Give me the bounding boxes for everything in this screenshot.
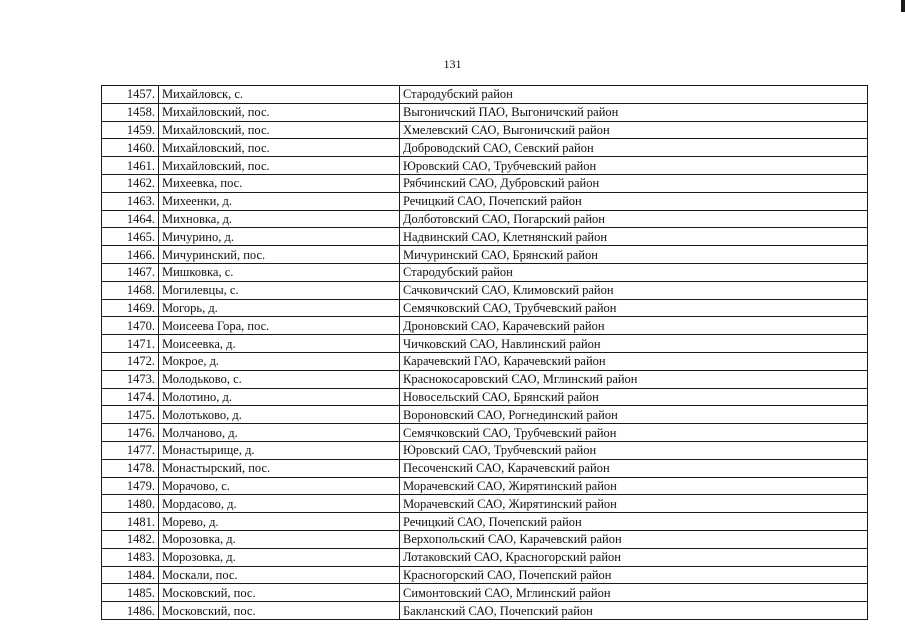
settlement-name-cell: Москали, пос.	[159, 566, 400, 584]
row-number-cell: 1477.	[102, 441, 159, 459]
table-row	[102, 335, 868, 353]
settlement-name-cell: Михайловск, с.	[159, 86, 400, 104]
row-number-cell: 1482.	[102, 530, 159, 548]
settlement-name-cell: Михайловский, пос.	[159, 139, 400, 157]
table-row	[102, 192, 868, 210]
settlement-name-cell: Мордасово, д.	[159, 495, 400, 513]
settlement-name-cell: Михеенки, д.	[159, 192, 400, 210]
settlement-name-cell: Монастырище, д.	[159, 441, 400, 459]
row-number-cell: 1486.	[102, 602, 159, 620]
settlement-name-cell: Морево, д.	[159, 513, 400, 531]
table-row	[102, 459, 868, 477]
table-row	[102, 174, 868, 192]
settlement-name-cell: Монастырский, пос.	[159, 459, 400, 477]
district-cell: Лотаковский САО, Красногорский район	[400, 548, 868, 566]
row-number-cell: 1464.	[102, 210, 159, 228]
settlement-name-cell: Моисеева Гора, пос.	[159, 317, 400, 335]
settlement-name-cell: Молодьково, с.	[159, 370, 400, 388]
district-cell: Верхопольский САО, Карачевский район	[400, 530, 868, 548]
row-number-cell: 1479.	[102, 477, 159, 495]
settlement-name-cell: Морозовка, д.	[159, 530, 400, 548]
district-cell: Сачковичский САО, Климовский район	[400, 281, 868, 299]
row-number-cell: 1476.	[102, 424, 159, 442]
row-number-cell: 1484.	[102, 566, 159, 584]
row-number-cell: 1472.	[102, 352, 159, 370]
district-cell: Рябчинский САО, Дубровский район	[400, 174, 868, 192]
table-row	[102, 86, 868, 104]
district-cell: Семячковский САО, Трубчевский район	[400, 424, 868, 442]
settlement-name-cell: Михновка, д.	[159, 210, 400, 228]
table-row	[102, 157, 868, 175]
table-row	[102, 246, 868, 264]
table-row	[102, 352, 868, 370]
table-row	[102, 103, 868, 121]
row-number-cell: 1469.	[102, 299, 159, 317]
settlement-name-cell: Михайловский, пос.	[159, 121, 400, 139]
row-number-cell: 1475.	[102, 406, 159, 424]
district-cell: Стародубский район	[400, 86, 868, 104]
row-number-cell: 1459.	[102, 121, 159, 139]
table-row	[102, 406, 868, 424]
row-number-cell: 1470.	[102, 317, 159, 335]
settlement-name-cell: Молотьково, д.	[159, 406, 400, 424]
settlement-name-cell: Морозовка, д.	[159, 548, 400, 566]
settlement-name-cell: Молотино, д.	[159, 388, 400, 406]
settlement-name-cell: Моисеевка, д.	[159, 335, 400, 353]
row-number-cell: 1458.	[102, 103, 159, 121]
district-cell: Карачевский ГАО, Карачевский район	[400, 352, 868, 370]
table-row	[102, 228, 868, 246]
settlement-name-cell: Михайловский, пос.	[159, 157, 400, 175]
row-number-cell: 1481.	[102, 513, 159, 531]
table-row	[102, 530, 868, 548]
table-row	[102, 548, 868, 566]
table-row	[102, 139, 868, 157]
settlement-name-cell: Мичуринский, пос.	[159, 246, 400, 264]
row-number-cell: 1457.	[102, 86, 159, 104]
row-number-cell: 1467.	[102, 263, 159, 281]
table-row	[102, 477, 868, 495]
row-number-cell: 1468.	[102, 281, 159, 299]
table-row	[102, 388, 868, 406]
row-number-cell: 1462.	[102, 174, 159, 192]
table-row	[102, 210, 868, 228]
row-number-cell: 1480.	[102, 495, 159, 513]
district-cell: Симонтовский САО, Мглинский район	[400, 584, 868, 602]
row-number-cell: 1466.	[102, 246, 159, 264]
table-row	[102, 424, 868, 442]
table-row	[102, 299, 868, 317]
row-number-cell: 1461.	[102, 157, 159, 175]
table-row	[102, 584, 868, 602]
table-row	[102, 281, 868, 299]
row-number-cell: 1465.	[102, 228, 159, 246]
district-cell: Красногорский САО, Почепский район	[400, 566, 868, 584]
district-cell: Мичуринский САО, Брянский район	[400, 246, 868, 264]
table-row	[102, 441, 868, 459]
settlement-name-cell: Мичурино, д.	[159, 228, 400, 246]
district-cell: Краснокосаровский САО, Мглинский район	[400, 370, 868, 388]
district-cell: Песоченский САО, Карачевский район	[400, 459, 868, 477]
row-number-cell: 1471.	[102, 335, 159, 353]
settlement-name-cell: Михеевка, пос.	[159, 174, 400, 192]
table-row	[102, 121, 868, 139]
table-row	[102, 513, 868, 531]
table-row	[102, 317, 868, 335]
scan-edge-mark	[901, 0, 905, 12]
page-number: 131	[443, 57, 462, 71]
table-row	[102, 263, 868, 281]
district-cell: Морачевский САО, Жирятинский район	[400, 495, 868, 513]
settlement-name-cell: Михайловский, пос.	[159, 103, 400, 121]
district-cell: Юровский САО, Трубчевский район	[400, 157, 868, 175]
district-cell: Долботовский САО, Погарский район	[400, 210, 868, 228]
district-cell: Морачевский САО, Жирятинский район	[400, 477, 868, 495]
table-row	[102, 566, 868, 584]
row-number-cell: 1473.	[102, 370, 159, 388]
row-number-cell: 1460.	[102, 139, 159, 157]
settlement-name-cell: Молчаново, д.	[159, 424, 400, 442]
table-row	[102, 495, 868, 513]
settlements-table	[101, 85, 868, 620]
settlement-name-cell: Московский, пос.	[159, 602, 400, 620]
district-cell: Хмелевский САО, Выгоничский район	[400, 121, 868, 139]
row-number-cell: 1463.	[102, 192, 159, 210]
district-cell: Надвинский САО, Клетнянский район	[400, 228, 868, 246]
row-number-cell: 1478.	[102, 459, 159, 477]
district-cell: Стародубский район	[400, 263, 868, 281]
row-number-cell: 1485.	[102, 584, 159, 602]
district-cell: Семячковский САО, Трубчевский район	[400, 299, 868, 317]
settlements-table-body	[102, 86, 868, 620]
settlement-name-cell: Могилевцы, с.	[159, 281, 400, 299]
row-number-cell: 1483.	[102, 548, 159, 566]
district-cell: Вороновский САО, Рогнединский район	[400, 406, 868, 424]
settlement-name-cell: Мокрое, д.	[159, 352, 400, 370]
district-cell: Дроновский САО, Карачевский район	[400, 317, 868, 335]
row-number-cell: 1474.	[102, 388, 159, 406]
district-cell: Выгоничский ПАО, Выгоничский район	[400, 103, 868, 121]
settlement-name-cell: Мишковка, с.	[159, 263, 400, 281]
district-cell: Юровский САО, Трубчевский район	[400, 441, 868, 459]
district-cell: Новосельский САО, Брянский район	[400, 388, 868, 406]
table-row	[102, 370, 868, 388]
settlement-name-cell: Московский, пос.	[159, 584, 400, 602]
district-cell: Речицкий САО, Почепский район	[400, 192, 868, 210]
table-row	[102, 602, 868, 620]
district-cell: Бакланский САО, Почепский район	[400, 602, 868, 620]
settlement-name-cell: Морачово, с.	[159, 477, 400, 495]
settlement-name-cell: Могорь, д.	[159, 299, 400, 317]
district-cell: Чичковский САО, Навлинский район	[400, 335, 868, 353]
district-cell: Речицкий САО, Почепский район	[400, 513, 868, 531]
district-cell: Доброводский САО, Севский район	[400, 139, 868, 157]
